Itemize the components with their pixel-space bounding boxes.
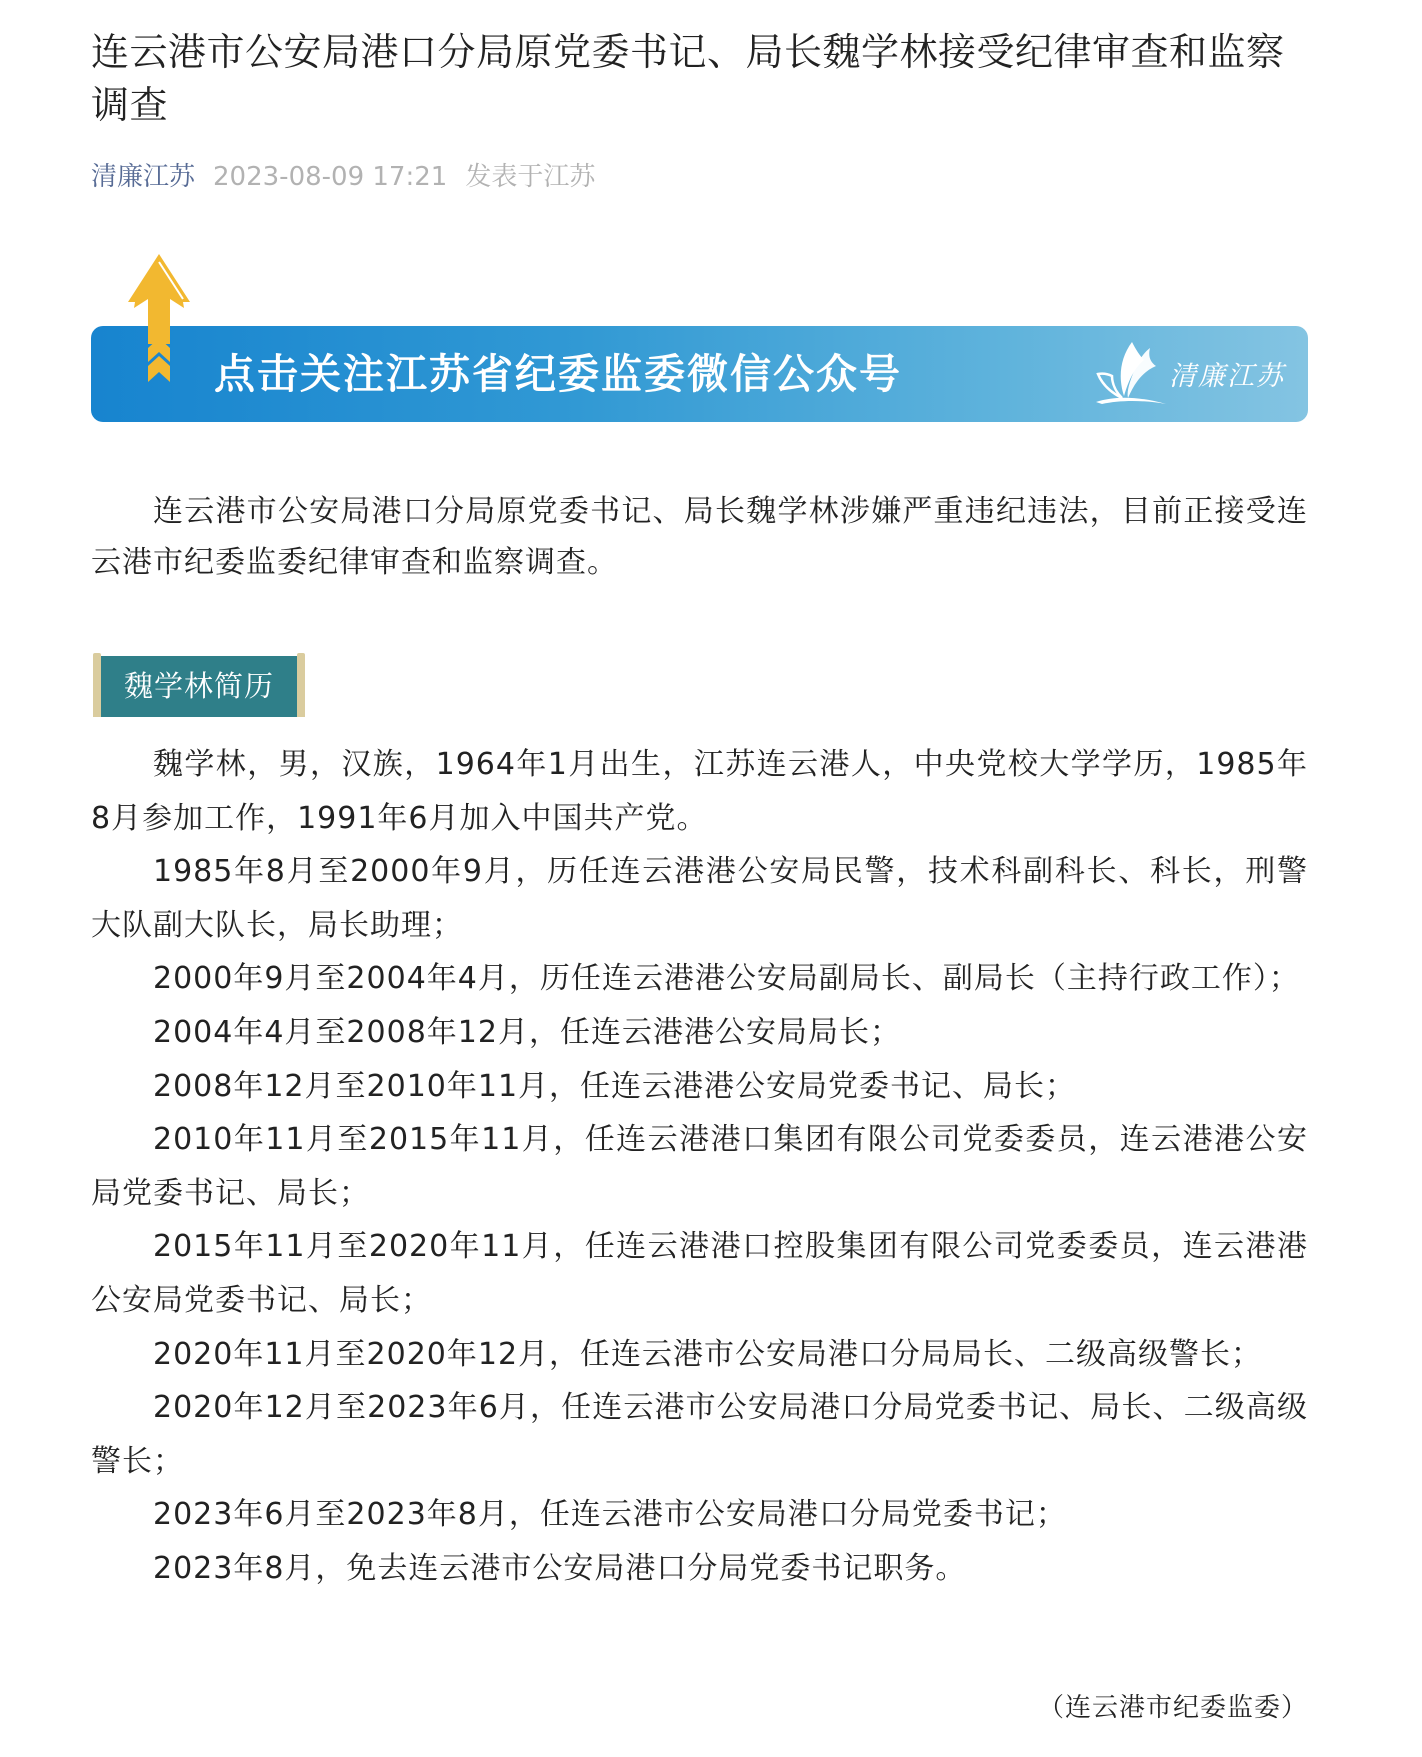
bio-paragraph: 2023年6月至2023年8月，任连云港市公安局港口分局党委书记；: [153, 1497, 1067, 1533]
author-link[interactable]: 清廉江苏: [91, 162, 196, 192]
article-meta: [91, 160, 595, 194]
bio-paragraph: 2020年12月至2023年6月，任连云港市公安局港口分局党委书记、局长、二级高级警长；: [91, 1390, 1308, 1479]
bio-paragraph: 2008年12月至2010年11月，任连云港港公安局党委书记、局长；: [153, 1068, 1077, 1104]
section-heading: [93, 653, 305, 717]
bio-paragraph: 2010年11月至2015年11月，任连云港港口集团有限公司党委委员，连云港港公安局党委书记、局长；: [91, 1122, 1308, 1211]
heading-bar-right: [297, 653, 305, 717]
bio-paragraph: 2020年11月至2020年12月，任连云港市公安局港口分局局长、二级高级警长；: [153, 1336, 1263, 1372]
section-heading-label: 魏学林简历: [101, 656, 297, 717]
heading-bar-left: [93, 653, 101, 717]
intro-paragraph: 连云港市公安局港口分局原党委书记、局长魏学林涉嫌严重违纪违法，目前正接受连云港市纪委监委纪律审查和监察调查。: [91, 494, 1308, 580]
biography: [91, 738, 1308, 1596]
banner-logo-text: 清廉江苏: [1169, 361, 1285, 392]
banner-text: 点击关注江苏省纪委监委微信公众号: [214, 350, 902, 398]
article-source-signature: （连云港市纪委监委）: [1037, 1693, 1308, 1723]
bio-paragraph: 2023年8月，免去连云港市公安局港口分局党委书记职务。: [153, 1550, 967, 1586]
bio-paragraph: 2004年4月至2008年12月，任连云港港公安局局长；: [153, 1014, 901, 1050]
up-arrow-icon: [126, 252, 192, 386]
bio-paragraph: 2000年9月至2004年4月，历任连云港港公安局副局长、副局长（主持行政工作）；: [153, 961, 1300, 997]
bio-paragraph: 2015年11月至2020年11月，任连云港港口控股集团有限公司党委委员，连云港港公安局党委书记、局长；: [91, 1229, 1308, 1318]
article-title: 连云港市公安局港口分局原党委书记、局长魏学林接受纪律审查和监察调查: [91, 30, 1285, 127]
publish-location: 发表于江苏: [465, 162, 596, 192]
bio-paragraph: 1985年8月至2000年9月，历任连云港港公安局民警，技术科副科长、科长，刑警大队副大队长，局长助理；: [91, 854, 1308, 943]
publish-datetime: 2023-08-09 17:21: [213, 162, 448, 192]
book-lotus-logo-icon: [1094, 338, 1170, 408]
follow-account-banner[interactable]: [91, 326, 1308, 422]
bio-paragraph: 魏学林，男，汉族，1964年1月出生，江苏连云港人，中央党校大学学历，1985年8月参加工作，1991年6月加入中国共产党。: [91, 747, 1308, 836]
